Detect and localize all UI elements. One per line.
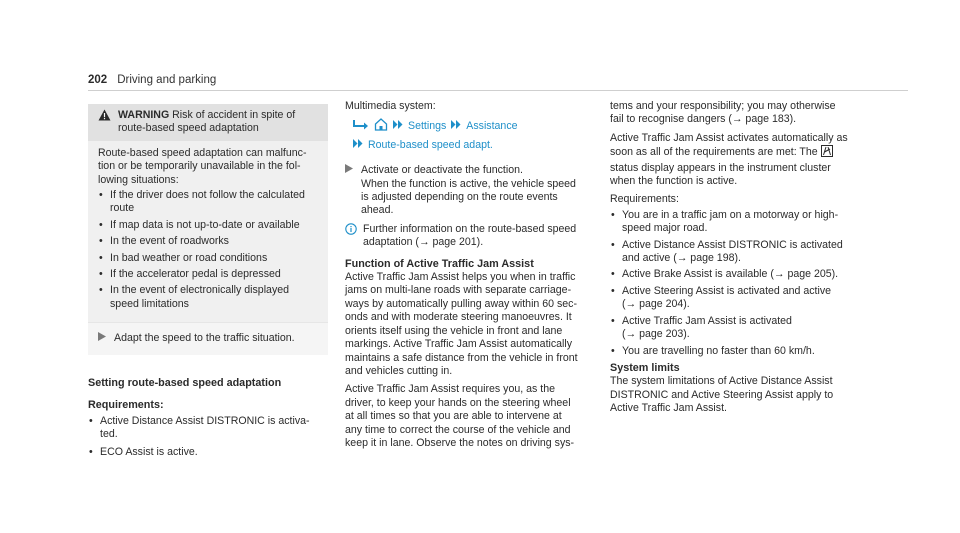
action-step [345, 164, 585, 218]
column-3 [610, 100, 855, 416]
col3-requirements-list [610, 209, 855, 358]
warning-title [118, 109, 295, 136]
text-line: keep it in lane. Observe the notes on driving sys- [345, 436, 575, 449]
text-line: Active Steering Assist is activated and active [622, 284, 832, 297]
menu-path-line2 [345, 139, 585, 152]
page-number: 202 [88, 74, 108, 86]
system-limits-text [610, 375, 855, 415]
warning-action [88, 322, 328, 354]
tja-paragraph-2 [345, 383, 585, 450]
text-line: tems and your responsibility; you may otherwise [610, 100, 836, 112]
text-line: driver, to keep your hands on the steering wheel [345, 396, 571, 409]
text-line: orients itself using the vehicle in front and lane [345, 324, 563, 337]
list-item [610, 315, 855, 342]
play-arrow-icon [98, 332, 106, 345]
info-note [345, 223, 585, 250]
system-limits-heading: System limits [610, 361, 680, 374]
text-line: You are in a traffic jam on a motorway or high- [622, 208, 839, 221]
text-line: ted. [100, 427, 118, 440]
text-line: Further information on the route-based speed [363, 222, 577, 235]
menu-path-settings: Settings [408, 120, 447, 133]
text-line: Active Distance Assist DISTRONIC is activated [622, 238, 843, 251]
text-line: You are travelling no faster than 60 km/h. [622, 344, 815, 357]
column-2 [345, 100, 585, 450]
col3-paragraph-1 [610, 100, 855, 127]
double-chevron-icon [451, 120, 461, 133]
list-item [98, 268, 318, 281]
requirements-heading: Requirements: [88, 399, 164, 412]
text-line: Activate or deactivate the function. [361, 164, 523, 177]
text-line: The system limitations of Active Distance Assist [610, 375, 833, 388]
hook-arrow-icon [353, 120, 369, 134]
text-line: In the event of roadworks [110, 235, 229, 248]
text-line: route [110, 202, 135, 215]
list-item [98, 252, 318, 265]
warning-intro [98, 147, 318, 187]
text-line: speed limitations [110, 297, 189, 310]
list-item [610, 268, 855, 281]
list-item [98, 235, 318, 248]
text-line: soon as all of the requirements are met: The [610, 146, 818, 159]
text-line: ECO Assist is active. [100, 446, 198, 459]
list-item [610, 285, 855, 312]
text-line: fail to recognise dangers (→ page 183). [610, 113, 797, 126]
text-line: jams on multi-lane roads with separate carriage- [345, 284, 572, 297]
action-text [361, 164, 576, 218]
text-line: Active Traffic Jam Assist is activated [622, 314, 792, 327]
multimedia-label: Multimedia system: [345, 100, 436, 112]
text-line: In the event of electronically displayed [110, 284, 290, 297]
text-line: DISTRONIC and Active Steering Assist apply to [610, 388, 834, 401]
warning-box [88, 104, 328, 355]
list-item [610, 239, 855, 266]
list-item [98, 189, 318, 216]
list-item [98, 284, 318, 311]
text-line: Active Distance Assist DISTRONIC is activa- [100, 414, 310, 427]
traffic-jam-assist-icon [821, 145, 833, 161]
text-line: Active Traffic Jam Assist helps you when in traffic [345, 271, 576, 284]
text-line: In bad weather or road conditions [110, 251, 268, 264]
list-item [610, 209, 855, 236]
setting-heading: Setting route-based speed adaptation [88, 376, 282, 389]
double-chevron-icon [353, 139, 363, 152]
warning-body [88, 141, 328, 322]
text-line: status display appears in the instrument cluster [610, 161, 831, 174]
text-line: maintains a safe distance from the vehicle in front [345, 351, 578, 364]
warning-title-line1: Risk of accident in spite of [172, 109, 296, 121]
text-line: Active Brake Assist is available (→ page 205). [622, 268, 839, 281]
tja-paragraph-1 [345, 271, 585, 378]
chapter-title: Driving and parking [117, 74, 217, 86]
warning-header [88, 104, 328, 141]
text-line: Active Traffic Jam Assist. [610, 402, 727, 415]
text-line: Route-based speed adaptation can malfunc- [98, 146, 307, 159]
warning-list [98, 189, 318, 311]
column-1 [88, 100, 328, 463]
text-line: ahead. [361, 204, 394, 217]
menu-path-route-based: Route-based speed adapt. [368, 138, 493, 151]
text-line: speed major road. [622, 222, 708, 235]
text-line: If the accelerator pedal is depressed [110, 268, 281, 281]
text-line: ways by automatically pulling away within 60 sec- [345, 297, 577, 310]
text-line: Active Traffic Jam Assist activates automatically as [610, 131, 848, 144]
warning-triangle-icon [98, 109, 112, 136]
text-line: adaptation (→ page 201). [363, 236, 484, 249]
text-line: and vehicles cutting in. [345, 364, 453, 377]
warning-title-line2: route-based speed adaptation [118, 122, 259, 135]
requirements-list [88, 415, 328, 460]
info-text [363, 223, 576, 250]
home-icon [374, 118, 388, 135]
text-line: onds and with moderate steering manoeuvres. It [345, 311, 572, 324]
menu-path-assistance: Assistance [466, 120, 518, 133]
text-line: markings. Active Traffic Jam Assist automatically [345, 338, 573, 351]
warning-label: WARNING [118, 109, 170, 121]
list-item [88, 446, 328, 459]
text-line: and active (→ page 198). [622, 252, 741, 265]
text-line: tion or be temporarily unavailable in the fol- [98, 160, 301, 173]
play-arrow-icon [345, 164, 353, 218]
text-line: (→ page 203). [622, 328, 690, 341]
double-chevron-icon [393, 120, 403, 133]
text-line: (→ page 204). [622, 298, 690, 311]
page-header [88, 74, 216, 87]
tja-heading: Function of Active Traffic Jam Assist [345, 257, 534, 270]
warning-action-text: Adapt the speed to the traffic situation. [114, 332, 295, 345]
header-rule [88, 90, 908, 91]
text-line: When the function is active, the vehicle speed [361, 177, 576, 190]
list-item [88, 415, 328, 442]
col3-paragraph-2 [610, 132, 855, 189]
list-item [98, 219, 318, 232]
list-item [610, 345, 855, 358]
col3-requirements-heading: Requirements: [610, 193, 679, 206]
text-line: Active Traffic Jam Assist requires you, as the [345, 383, 555, 396]
text-line: when the function is active. [610, 175, 738, 188]
text-line: If map data is not up-to-date or available [110, 218, 300, 231]
info-icon [345, 223, 357, 250]
text-line: lowing situations: [98, 173, 179, 186]
text-line: If the driver does not follow the calculated [110, 189, 305, 202]
text-line: at all times so that you are able to intervene at [345, 410, 562, 423]
text-line: is adjusted depending on the route events [361, 191, 558, 204]
menu-path-line1 [345, 118, 585, 135]
text-line: any time to correct the course of the vehicle and [345, 423, 571, 436]
